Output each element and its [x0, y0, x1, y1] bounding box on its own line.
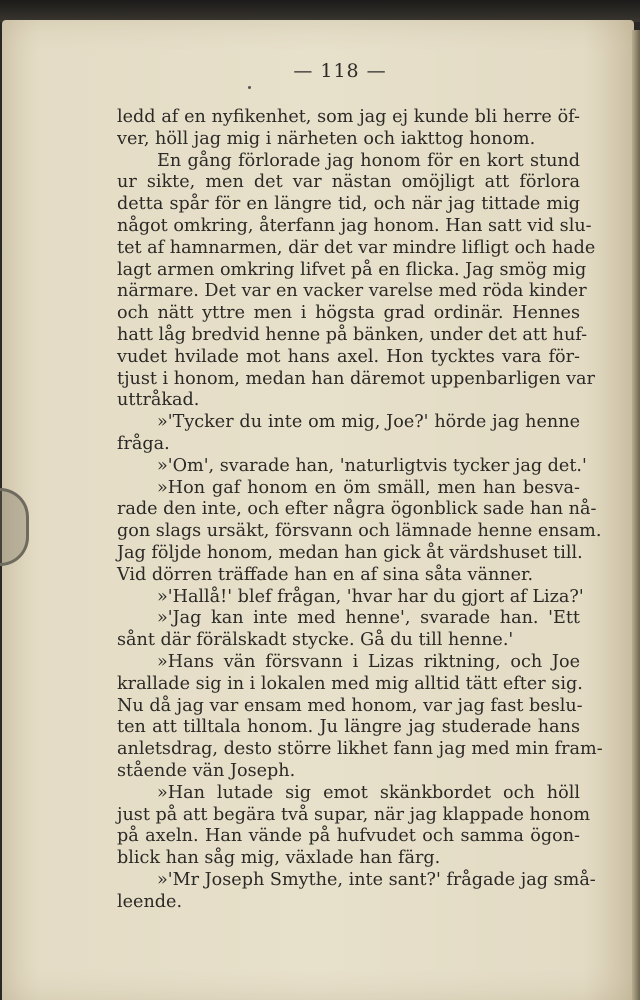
text-line: »Hans vän försvann i Lizas riktning, och Joe [157, 651, 580, 672]
text-line: ledd af en nyfikenhet, som jag ej kunde bli herre öf- [117, 107, 580, 127]
text-line: »'Om', svarade han, 'naturligtvis tycker jag det.' [157, 455, 587, 476]
text-line: »Han lutade sig emot skänkbordet och höll [157, 782, 580, 803]
text-line: Jag följde honom, medan han gick åt värdshuset till. [117, 542, 583, 563]
page-edge [632, 30, 640, 1000]
scan-top-band [0, 0, 640, 22]
text-line: rade den inte, och efter några ögonblick sade han nå- [117, 499, 597, 520]
text-line: »Hon gaf honom en öm smäll, men han besva- [157, 477, 580, 498]
text-line: just på att begära två supar, när jag klappade honom [117, 804, 591, 825]
text-line: anletsdrag, desto större likhet fann jag med min fram- [117, 739, 603, 760]
text-line: något omkring, återfann jag honom. Han satt vid slu- [117, 215, 592, 236]
text-line: på axeln. Han vände på hufvudet och samma ögon- [117, 826, 580, 847]
text-line: leende. [117, 891, 183, 912]
text-line: »'Tycker du inte om mig, Joe?' hörde jag henne [157, 412, 580, 433]
text-line: Vid dörren träffade han en af sina såta vänner. [117, 564, 534, 585]
text-line: krallade sig in i lokalen med mig alltid tätt efter sig. [117, 673, 583, 694]
text-line: blick han såg mig, växlade han färg. [117, 848, 441, 869]
text-line: stående vän Joseph. [117, 760, 296, 781]
text-line: ur sikte, men det var nästan omöjligt att förlora [117, 172, 580, 193]
text-line: lagt armen omkring lifvet på en flicka. Jag smög mig [117, 259, 587, 280]
text-line: En gång förlorade jag honom för en kort stund [157, 150, 580, 171]
page-number: — 118 — [293, 60, 387, 82]
page-speck [248, 86, 251, 89]
text-line: och nätt yttre men i högsta grad ordinär. Hennes [117, 303, 580, 324]
text-line: fråga. [117, 433, 170, 454]
text-line: detta spår för en längre tid, och när jag tittade mig [117, 194, 580, 215]
body-text [117, 107, 603, 913]
text-line: »'Mr Joseph Smythe, inte sant?' frågade jag små- [157, 869, 596, 890]
text-line: gon slags ursäkt, försvann och lämnade henne ensam. [117, 521, 602, 542]
text-line: ten att tilltala honom. Ju längre jag studerade hans [117, 717, 580, 738]
text-line: hatt låg bredvid henne på bänken, under det att huf- [117, 324, 588, 345]
text-line: sånt där förälskadt stycke. Gå du till henne.' [117, 630, 514, 651]
text-line: tjust i honom, medan han däremot uppenbarligen var [117, 368, 595, 389]
text-line: uttråkad. [117, 390, 200, 411]
text-line: »'Hallå!' blef frågan, 'hvar har du gjort af Liza?' [157, 586, 584, 607]
text-line: ver, höll jag mig i närheten och iakttog honom. [117, 128, 536, 149]
text-line: vudet hvilade mot hans axel. Hon tycktes vara för- [117, 346, 580, 367]
text-line: tet af hamnarmen, där det var mindre lifligt och hade [117, 237, 596, 258]
text-line: närmare. Det var en vacker varelse med röda kinder [117, 281, 587, 302]
text-line: »'Jag kan inte med henne', svarade han. 'Ett [157, 608, 580, 629]
text-line: Nu då jag var ensam med honom, var jag fast beslu- [117, 695, 583, 716]
